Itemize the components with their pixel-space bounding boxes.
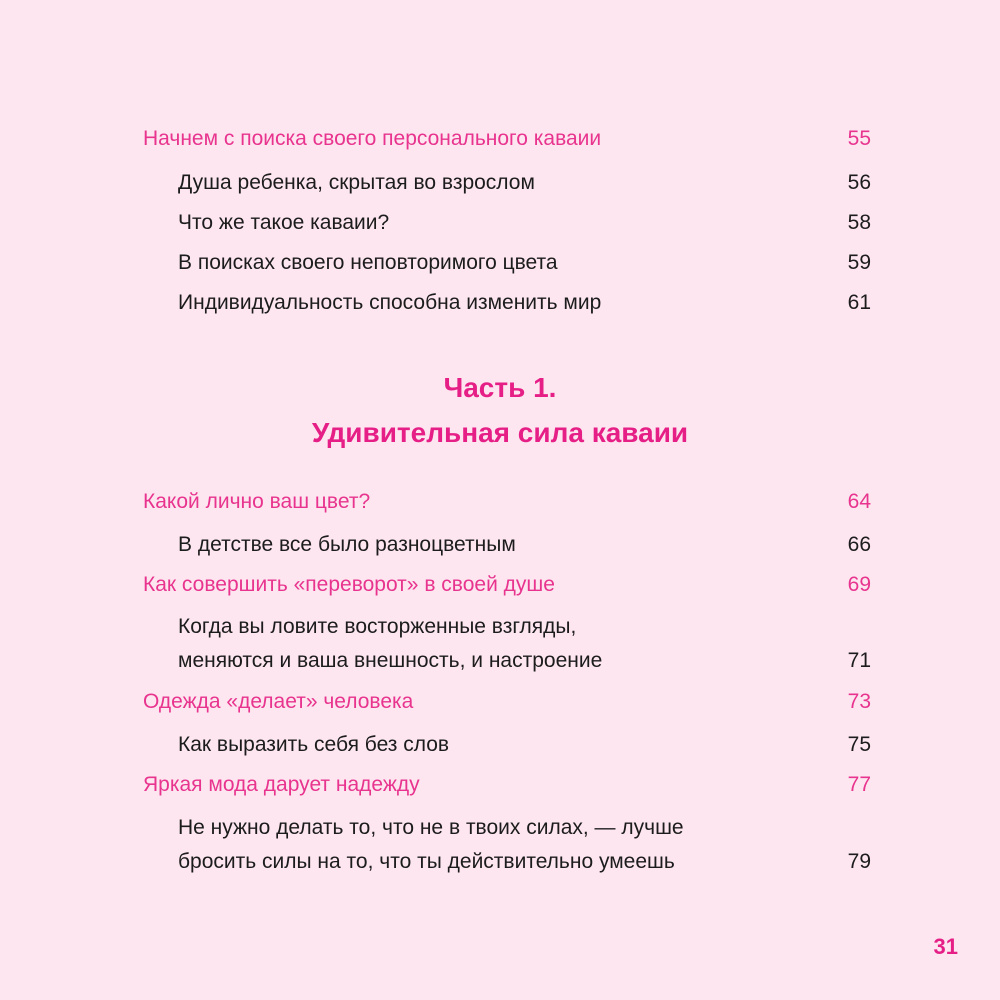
toc-subsection-title: Не нужно делать то, что не в твоих силах, — лучше бросить силы на то, что ты действительно умеешь (178, 816, 684, 873)
toc-subsection-title: Душа ребенка, скрытая во взрослом (178, 171, 535, 194)
toc-subsection[interactable] (178, 166, 871, 200)
toc-page-number: 56 (847, 171, 871, 194)
toc-chapter[interactable] (143, 768, 871, 802)
toc-page-number: 61 (847, 291, 871, 314)
toc-page-number: 73 (847, 690, 871, 713)
toc-chapter-title: Яркая мода дарует надежду (143, 773, 420, 796)
toc-subsection[interactable] (178, 728, 871, 762)
toc-subsection[interactable] (178, 286, 871, 320)
toc-subsection[interactable] (178, 528, 871, 562)
toc-subsection[interactable] (178, 206, 871, 240)
toc-chapter[interactable] (143, 122, 871, 156)
toc-page-number: 59 (847, 251, 871, 274)
toc-subsection-title: В детстве все было разноцветным (178, 533, 516, 556)
toc-subsection[interactable] (178, 811, 871, 879)
toc-page-number: 58 (847, 211, 871, 234)
toc-subsection-title: Как выразить себя без слов (178, 733, 450, 756)
toc-chapter-title: Какой лично ваш цвет? (143, 490, 371, 513)
toc-page-number: 77 (847, 773, 871, 796)
toc-page-number: 71 (847, 649, 871, 672)
toc-chapter[interactable] (143, 685, 871, 719)
page-number: 31 (933, 934, 958, 959)
toc-page-number: 55 (847, 127, 871, 150)
toc-page-number: 69 (847, 573, 871, 596)
toc-page-number: 75 (847, 733, 871, 756)
toc-page-number: 64 (847, 490, 871, 513)
toc-subsection-title: Когда вы ловите восторженные взгляды, меняются и ваша внешность, и настроение (178, 615, 603, 672)
toc-subsection-title: Индивидуальность способна изменить мир (178, 291, 602, 314)
part-label: Часть 1. (443, 372, 557, 403)
toc-subsection-title: В поисках своего неповторимого цвета (178, 251, 558, 274)
toc-subsection[interactable] (178, 246, 871, 280)
toc-page-number: 66 (847, 533, 871, 556)
part-title: Удивительная сила каваии (311, 417, 689, 448)
toc-chapter[interactable] (143, 568, 871, 602)
toc-chapter-title: Начнем с поиска своего персонального каваии (143, 127, 602, 150)
toc-subsection[interactable] (178, 610, 871, 678)
toc-chapter-title: Одежда «делает» человека (143, 690, 414, 713)
toc-subsection-title: Что же такое каваии? (178, 211, 390, 234)
toc-page-number: 79 (847, 850, 871, 873)
toc-chapter[interactable] (143, 485, 871, 519)
toc-chapter-title: Как совершить «переворот» в своей душе (143, 573, 555, 596)
